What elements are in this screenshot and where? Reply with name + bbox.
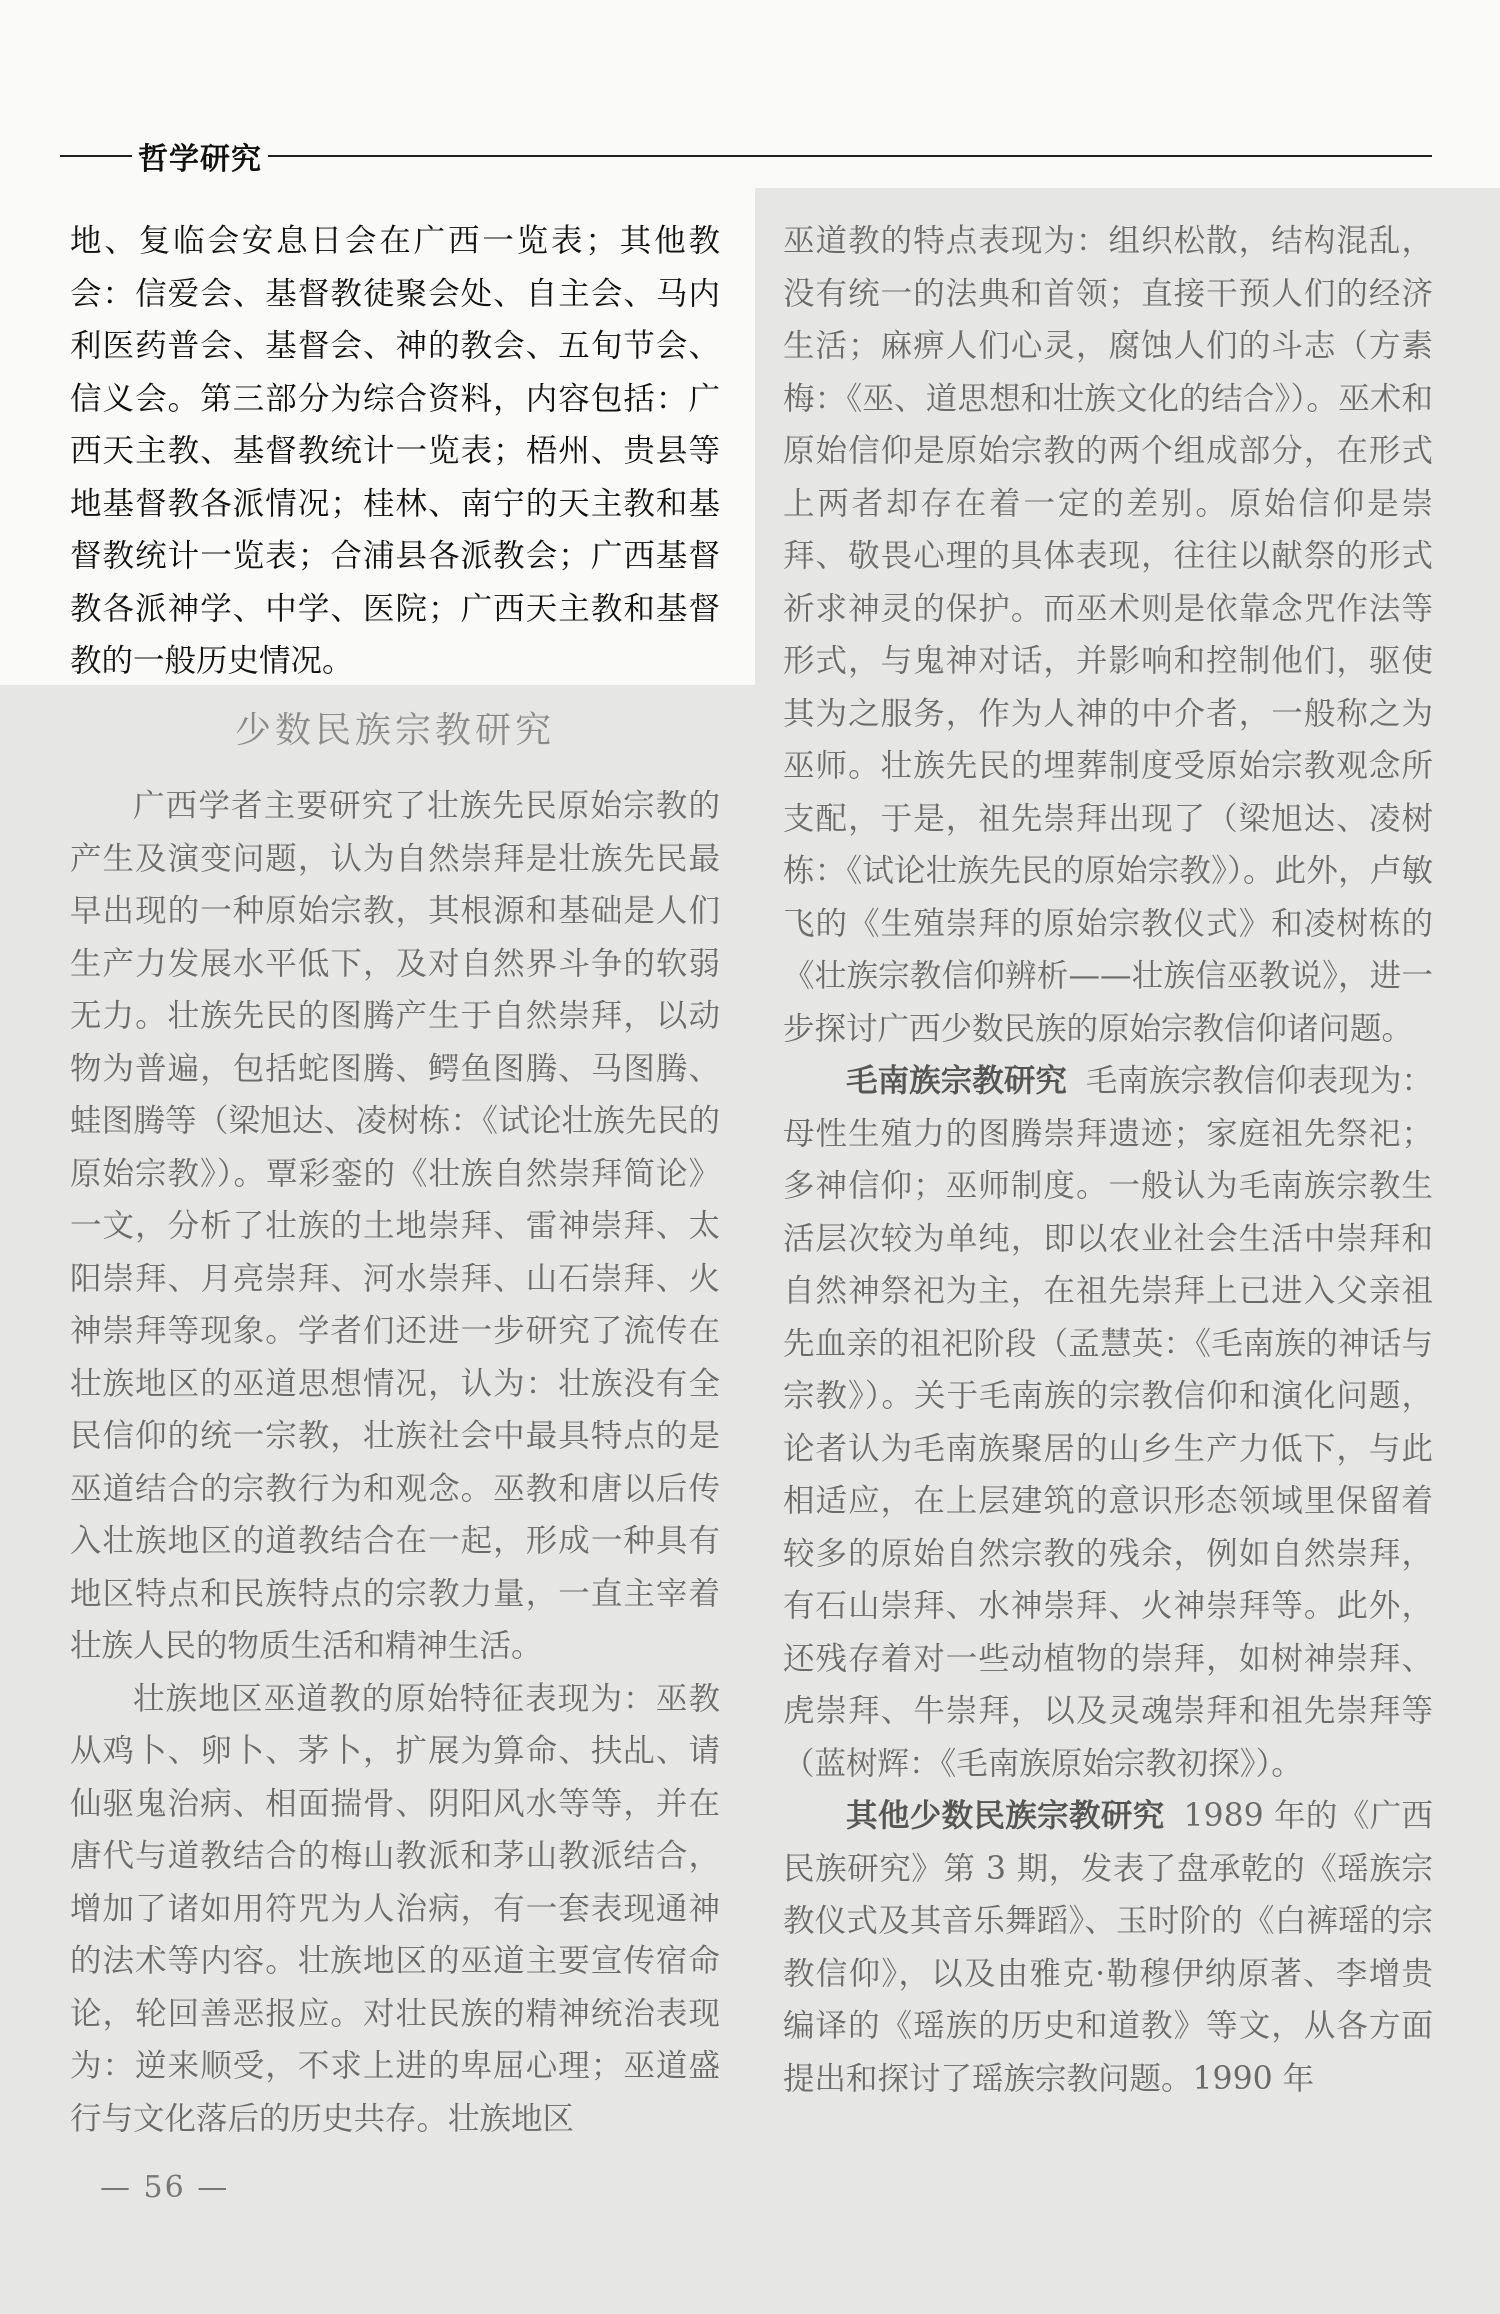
right-column <box>783 215 1433 2105</box>
left-top-paragraph: 地、复临会安息日会在广西一览表；其他教会：信爱会、基督教徒聚会处、自主会、马内利医药普会、基督会、神的教会、五旬节会、信义会。第三部分为综合资料，内容包括：广西天主教、基督教统计一览表；梧州、贵县等地基督教各派情况；桂林、南宁的天主教和基督教统计一览表；合浦县各派教会；广西基督教各派神学、中学、医院；广西天主教和基督教的一般历史情况。 <box>70 223 720 679</box>
header-rule-right <box>268 155 1432 157</box>
left-column-bottom <box>70 780 720 2145</box>
body-paragraph: 广西学者主要研究了壮族先民原始宗教的产生及演变问题，认为自然崇拜是壮族先民最早出现的一种原始宗教，其根源和基础是人们生产力发展水平低下，及对自然界斗争的软弱无力。壮族先民的图腾产生于自然崇拜，以动物为普遍，包括蛇图腾、鳄鱼图腾、马图腾、蛙图腾等（梁旭达、凌树栋：《试论壮族先民的原始宗教》）。覃彩銮的《壮族自然崇拜简论》一文，分析了壮族的土地崇拜、雷神崇拜、太阳崇拜、月亮崇拜、河水崇拜、山石崇拜、火神崇拜等现象。学者们还进一步研究了流传在壮族地区的巫道思想情况，认为：壮族没有全民信仰的统一宗教，壮族社会中最具特点的是巫道结合的宗教行为和观念。巫教和唐以后传入壮族地区的道教结合在一起，形成一种具有地区特点和民族特点的宗教力量，一直主宰着壮族人民的物质生活和精神生活。 <box>70 788 720 1664</box>
subsection-text: 毛南族宗教信仰表现为：母性生殖力的图腾崇拜遗迹；家庭祖先祭祀；多神信仰；巫师制度。一般认为毛南族宗教生活层次较为单纯，即以农业社会生活中崇拜和自然神祭祀为主，在祖先崇拜上已进入父亲祖先血亲的祖祀阶段（孟慧英：《毛南族的神话与宗教》）。关于毛南族的宗教信仰和演化问题，论者认为毛南族聚居的山乡生产力低下，与此相适应，在上层建筑的意识形态领域里保留着较多的原始自然宗教的残余，例如自然崇拜，有石山崇拜、水神崇拜、火神崇拜等。此外，还残存着对一些动植物的崇拜，如树神崇拜、虎崇拜、牛崇拜，以及灵魂崇拜和祖先崇拜等（蓝树辉：《毛南族原始宗教初探》）。 <box>783 1063 1433 1782</box>
subsection-text: 1989 年的《广西民族研究》第 3 期，发表了盘承乾的《瑶族宗教仪式及其音乐舞蹈》、玉时阶的《白裤瑶的宗教信仰》，以及由雅克·勒穆伊纳原著、李增贵编译的《瑶族的历史和道教》等文，从各方面提出和探讨了瑶族宗教问题。1990 年 <box>783 1798 1433 2097</box>
subsection-other <box>783 1790 1433 2105</box>
right-paragraph-1: 巫道教的特点表现为：组织松散，结构混乱，没有统一的法典和首领；直接干预人们的经济生活；麻痹人们心灵，腐蚀人们的斗志（方素梅：《巫、道思想和壮族文化的结合》）。巫术和原始信仰是原始宗教的两个组成部分，在形式上两者却存在着一定的差别。原始信仰是崇拜、敬畏心理的具体表现，往往以献祭的形式祈求神灵的保护。而巫术则是依靠念咒作法等形式，与鬼神对话，并影响和控制他们，驱使其为之服务，作为人神的中介者，一般称之为巫师。壮族先民的埋葬制度受原始宗教观念所支配，于是，祖先崇拜出现了（梁旭达、凌树栋：《试论壮族先民的原始宗教》）。此外，卢敏飞的《生殖崇拜的原始宗教仪式》和凌树栋的《壮族宗教信仰辨析——壮族信巫教说》，进一步探讨广西少数民族的原始宗教信仰诸问题。 <box>783 223 1433 1047</box>
header-section-title: 哲学研究 <box>138 142 262 177</box>
running-header <box>60 136 1432 176</box>
subsection-maonan <box>783 1055 1433 1790</box>
section-heading: 少数民族宗教研究 <box>234 710 555 751</box>
subsection-title: 其他少数民族宗教研究 <box>846 1797 1165 1834</box>
page-number: — 56 — <box>100 2170 230 2205</box>
left-column-top <box>70 215 720 688</box>
header-rule-left <box>60 155 132 157</box>
subsection-title: 毛南族宗教研究 <box>846 1062 1067 1099</box>
body-paragraph: 壮族地区巫道教的原始特征表现为：巫教从鸡卜、卵卜、茅卜，扩展为算命、扶乩、请仙驱鬼治病、相面揣骨、阴阳风水等等，并在唐代与道教结合的梅山教派和茅山教派结合，增加了诸如用符咒为人治病，有一套表现通神的法术等内容。壮族地区的巫道主要宣传宿命论，轮回善恶报应。对壮民族的精神统治表现为：逆来顺受，不求上进的卑屈心理；巫道盛行与文化落后的历史共存。壮族地区 <box>70 1680 720 2137</box>
